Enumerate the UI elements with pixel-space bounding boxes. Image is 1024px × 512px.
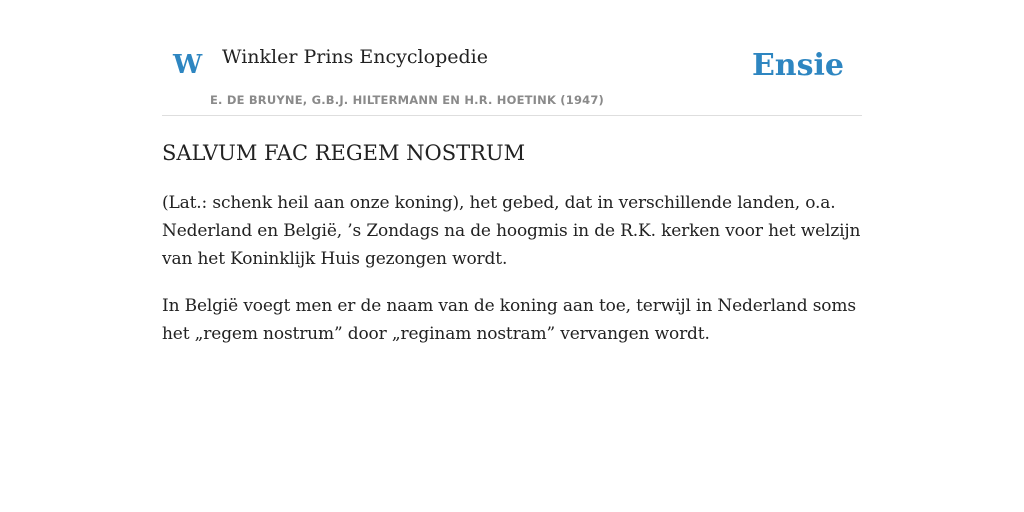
book-authors: E. DE BRUYNE, G.B.J. HILTERMANN EN H.R. HOETINK (1947) [210,93,605,107]
entry-title: SALVUM FAC REGEM NOSTRUM [162,141,526,165]
entry-paragraph: (Lat.: schenk heil aan onze koning), het gebed, dat in verschillende landen, o.a. Nederland en België, ’s Zondags na de hoogmis in de R.K. kerken voor het welzijn van het Koninklijk Huis gezongen wordt. [162,193,861,270]
book-title: Winkler Prins Encyclopedie [222,46,488,68]
entry-paragraph: In België voegt men er de naam van de koning aan toe, terwijl in Nederland soms het „regem nostrum” door „reginam nostram” vervangen wordt. [162,296,856,345]
ensie-brand-link[interactable]: Ensie [751,48,844,83]
encyclopedia-logo[interactable]: W [173,50,203,80]
header [162,40,862,116]
entry-content [162,140,862,367]
